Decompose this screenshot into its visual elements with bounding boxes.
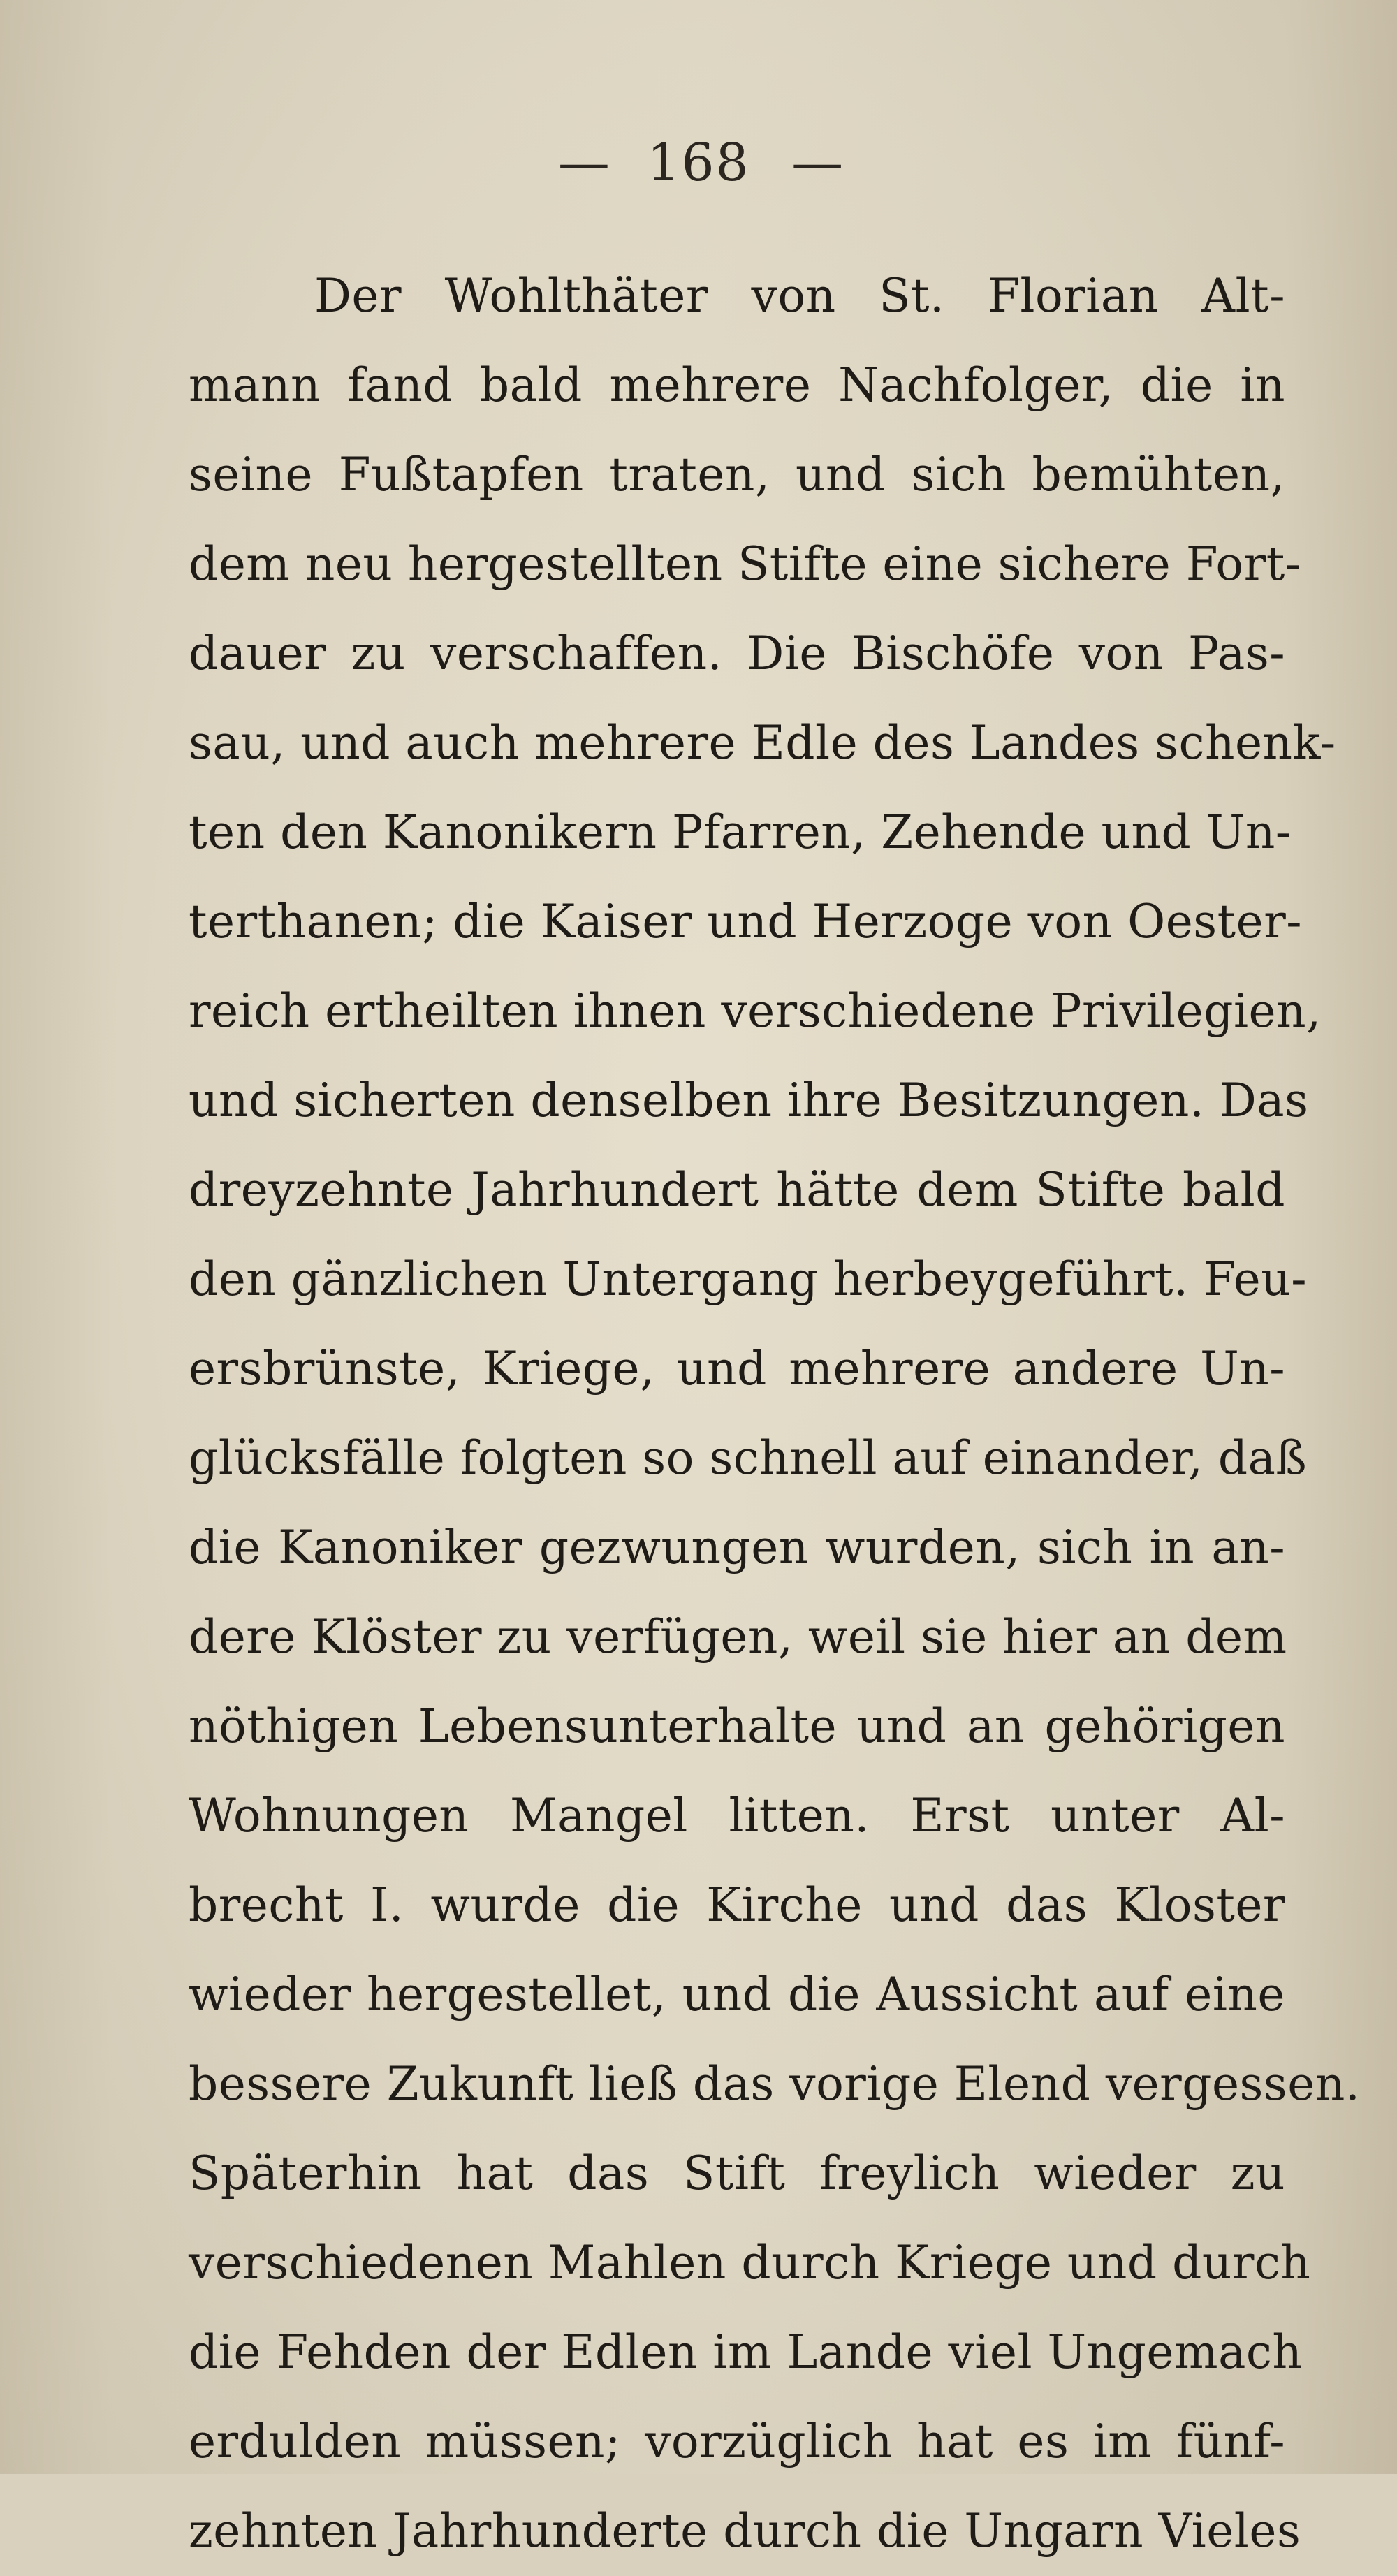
header-dash-left: — <box>557 133 606 193</box>
text-line: seine Fußtapfen traten, und sich bemühten, <box>189 448 1285 502</box>
text-line: den gänzlichen Untergang herbeygeführt. Feu- <box>189 1252 1308 1306</box>
text-line: terthanen; die Kaiser und Herzoge von Oester- <box>189 895 1303 949</box>
text-line: dere Klöster zu verfügen, weil sie hier an dem <box>189 1610 1287 1664</box>
page-header <box>0 133 1397 193</box>
text-line: dreyzehnte Jahrhundert hätte dem Stifte bald <box>189 1163 1285 1217</box>
text-line: Wohnungen Mangel litten. Erst unter Al- <box>189 1789 1285 1843</box>
text-line: mann fand bald mehrere Nachfolger, die in <box>189 358 1285 412</box>
text-line: bessere Zukunft ließ das vorige Elend vergessen. <box>189 2057 1361 2111</box>
text-line: dauer zu verschaffen. Die Bischöfe von Pas- <box>189 627 1285 680</box>
text-line: erdulden müssen; vorzüglich hat es im fünf- <box>189 2415 1285 2468</box>
text-line: ten den Kanonikern Pfarren, Zehende und Un- <box>189 805 1292 859</box>
text-line: dem neu hergestellten Stifte eine sichere Fort- <box>189 537 1301 591</box>
text-line: brecht I. wurde die Kirche und das Kloster <box>189 1878 1285 1932</box>
page-number: 168 <box>647 133 750 193</box>
text-line: Der Wohlthäter von St. Florian Alt- <box>314 269 1285 323</box>
text-line: nöthigen Lebensunterhalte und an gehörigen <box>189 1699 1285 1753</box>
text-line: sau, und auch mehrere Edle des Landes schenk- <box>189 716 1336 770</box>
text-line: und sicherten denselben ihre Besitzungen. Das <box>189 1074 1309 1127</box>
text-line: reich ertheilten ihnen verschiedene Privilegien, <box>189 984 1322 1038</box>
body-text <box>189 251 1361 2576</box>
text-line: glücksfälle folgten so schnell auf einander, daß <box>189 1431 1308 1485</box>
text-line: ersbrünste, Kriege, und mehrere andere Un- <box>189 1342 1285 1396</box>
header-dash-right: — <box>791 133 840 193</box>
text-line: die Kanoniker gezwungen wurden, sich in an- <box>189 1521 1285 1574</box>
text-line: wieder hergestellet, und die Aussicht auf eine <box>189 1968 1285 2021</box>
text-line: die Fehden der Edlen im Lande viel Ungemach <box>189 2325 1303 2379</box>
text-line: Späterhin hat das Stift freylich wieder zu <box>189 2146 1285 2200</box>
text-line: zehnten Jahrhunderte durch die Ungarn Vieles <box>189 2504 1301 2558</box>
text-line: verschiedenen Mahlen durch Kriege und durch <box>189 2236 1311 2290</box>
